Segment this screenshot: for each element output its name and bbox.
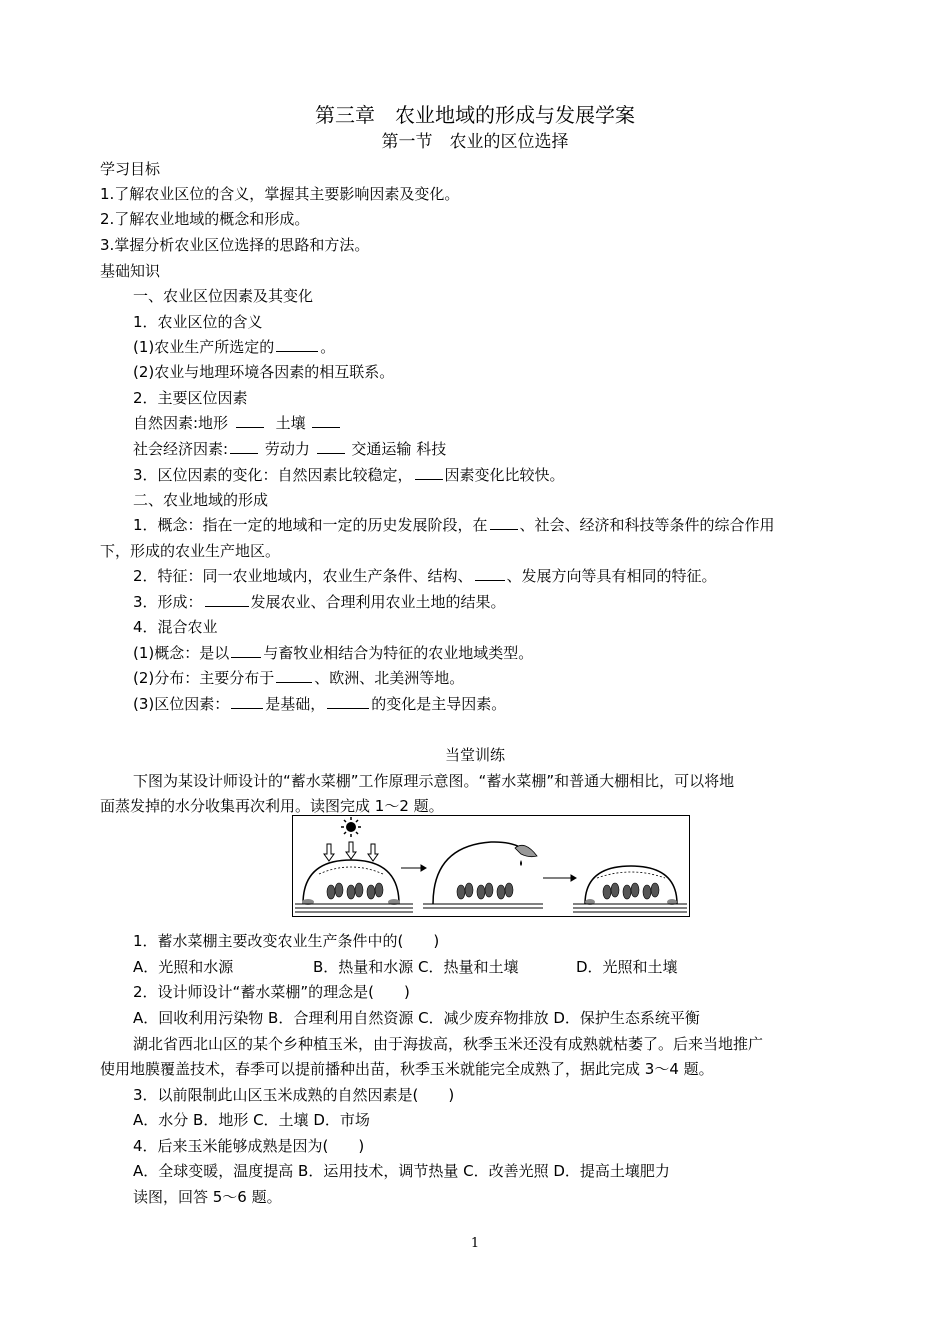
training-heading: 当堂训练 [444,746,505,764]
q4-options[interactable]: A．全球变暖，温度提高 B．运用技术，调节热量 C．改善光照 D．提高土壤肥力 [133,1162,670,1180]
text-line: 湖北省西北山区的某个乡种植玉米，由于海拔高，秋季玉米还没有成熟就枯萎了。后来当地推广 [133,1035,764,1053]
fill-blank-line: (1)概念：是以 与畜牧业相结合为特征的农业地域类型。 [133,644,534,662]
answer-blank[interactable] [276,337,318,352]
ground-lines [295,904,687,912]
q1-option-a[interactable]: A．光照和水源 [133,958,234,976]
answer-blank[interactable] [317,439,345,454]
basics-heading: 基础知识 [100,262,161,280]
question-4: 4．后来玉米能够成熟是因为( ) [133,1137,365,1155]
fill-blank-line: 社会经济因素: 劳动力 交通运输 科技 [133,440,447,458]
fill-blank-line: 2．特征：同一农业地域内，农业生产条件、结构、 、发展方向等具有相同的特征。 [133,567,717,585]
objective-item: 1.了解农业区位的含义，掌握其主要影响因素及变化。 [100,185,460,203]
vegetable-plants [327,883,659,899]
fill-blank-line: (1)农业生产所选定的 。 [133,338,336,356]
fill-blank-line: 1．概念：指在一定的地域和一定的历史发展阶段，在 、社会、经济和科技等条件的综合作用 [133,516,775,534]
greenhouse-diagram [292,815,690,917]
section-heading: 一、农业区位因素及其变化 [133,287,314,305]
fill-blank-line: 自然因素:地形 土壤 [133,413,342,433]
sun-icon [341,817,361,837]
question-3: 3．以前限制此山区玉米成熟的自然因素是( ) [133,1086,455,1104]
subsection-heading: 1．农业区位的含义 [133,313,263,331]
q3-options[interactable]: A．水分 B．地形 C．土壤 D．市场 [133,1111,370,1129]
page-number: 1 [470,1236,480,1251]
subsection-heading: 2．主要区位因素 [133,389,248,407]
question-1: 1．蓄水菜棚主要改变农业生产条件中的( ) [133,932,440,950]
q1-option-bc[interactable]: B．热量和水源 C．热量和土壤 [313,958,519,976]
section-title: 第一节 农业的区位选择 [381,132,569,152]
fill-blank-line: (3)区位因素： 是基础， 的变化是主导因素。 [133,695,507,713]
question-2: 2．设计师设计“蓄水菜棚”的理念是( ) [133,983,410,1001]
text-line: (2)农业与地理环境各因素的相互联系。 [133,363,395,381]
sunlight-arrow-icon [324,842,378,861]
section-heading: 二、农业地域的形成 [133,491,269,509]
subsection-heading: 4．混合农业 [133,618,218,636]
answer-blank[interactable] [475,566,505,581]
answer-blank[interactable] [327,694,369,709]
question-5-intro: 读图，回答 5～6 题。 [133,1188,282,1206]
fill-blank-line: (2)分布：主要分布于 、欧洲、北美洲等地。 [133,669,465,687]
fill-blank-line: 3．形成： 发展农业、合理利用农业土地的结果。 [133,593,506,611]
answer-blank[interactable] [231,694,263,709]
text-line: 下图为某设计师设计的“蓄水菜棚”工作原理示意图。“蓄水菜棚”和普通大棚相比，可以将地 [133,772,735,790]
answer-blank[interactable] [231,643,261,658]
objective-item: 2.了解农业地域的概念和形成。 [100,210,310,228]
fill-blank-line: 3．区位因素的变化：自然因素比较稳定， 因素变化比较快。 [133,466,565,484]
text-line: 使用地膜覆盖技术，春季可以提前播种出苗，秋季玉米就能完全成熟了，据此完成 3～4 题。 [100,1060,714,1078]
answer-blank[interactable] [276,668,312,683]
answer-blank[interactable] [312,413,340,428]
page-title: 第三章 农业地域的形成与发展学案 [315,103,635,127]
answer-blank[interactable] [236,413,264,428]
answer-blank[interactable] [205,592,249,607]
arrow-right-icon [401,865,576,881]
greenhouse-diagram-svg [293,816,689,916]
greenhouse-3 [585,866,677,905]
q1-option-d[interactable]: D．光照和土壤 [576,958,678,976]
objectives-heading: 学习目标 [100,160,161,178]
text-line: 面蒸发掉的水分收集再次利用。读图完成 1～2 题。 [100,797,444,815]
q2-options[interactable]: A．回收利用污染物 B．合理利用自然资源 C．减少废弃物排放 D．保护生态系统平衡 [133,1009,700,1027]
answer-blank[interactable] [415,465,443,480]
answer-blank[interactable] [230,439,258,454]
objective-item: 3.掌握分析农业区位选择的思路和方法。 [100,236,370,254]
text-line: 下，形成的农业生产地区。 [100,542,281,560]
answer-blank[interactable] [490,515,518,530]
